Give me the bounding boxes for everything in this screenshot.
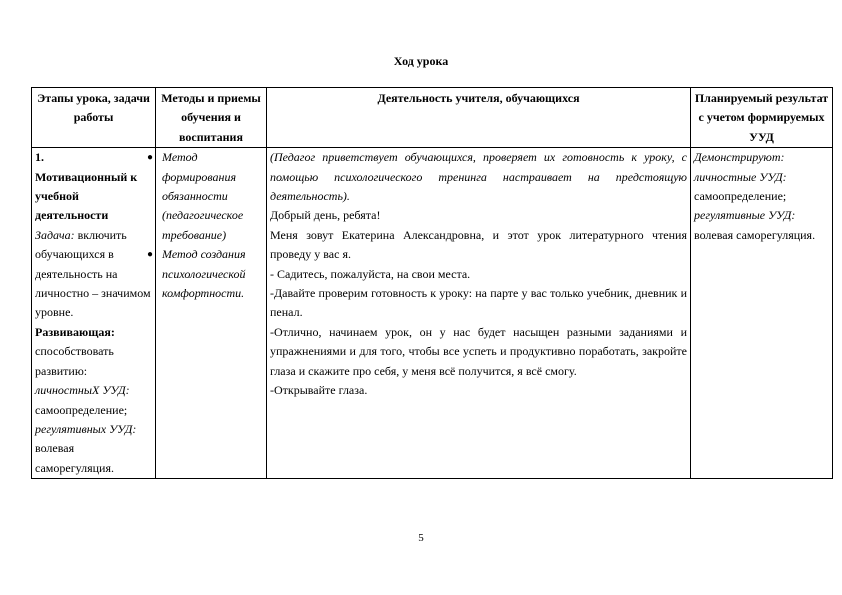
methods-list <box>147 148 263 303</box>
result-regulative-label: регулятивные УУД: <box>694 208 796 223</box>
result-regulative-text: волевая саморегуляция. <box>694 227 816 242</box>
header-result: Планируемый результат с учетом формируемых УУД <box>691 88 833 148</box>
lesson-table <box>31 87 833 479</box>
list-item <box>147 148 263 245</box>
activity-cell <box>267 148 691 479</box>
regulative-uud-label: регулятивных УУД: <box>35 421 137 436</box>
activity-line: Добрый день, ребята! <box>270 208 381 223</box>
stage-task <box>35 226 152 323</box>
method-text: Метод создания психологической комфортности. <box>162 247 246 301</box>
result-demo-label: Демонстрируют: <box>694 150 785 165</box>
result-personal-label: личностные УУД: <box>694 169 787 184</box>
bullet-icon: ● <box>147 152 154 164</box>
activity-note: (Педагог приветствует обучающихся, проверяет их готовность к уроку, с помощью психологического тренинга настраивает на предстоящую деятельность). <box>270 150 687 204</box>
methods-cell <box>147 148 267 479</box>
page-number: 5 <box>418 532 424 544</box>
regulative-uud <box>35 420 152 478</box>
activity-line: -Открывайте глаза. <box>270 383 368 398</box>
list-item <box>147 245 263 303</box>
activity-line: -Отлично, начинаем урок, он у нас будет насыщен разными заданиями и упражнениями и для того, чтобы все успеть и продуктивно поработать, закройте глаза и скажите про себя, у меня всё получится, я всё смогу. <box>270 324 687 378</box>
stage-number: 1. <box>35 150 44 165</box>
personal-uud-label: личностныХ УУД: <box>35 383 130 398</box>
activity-line: - Садитесь, пожалуйста, на свои места. <box>270 266 471 281</box>
result-cell <box>691 148 833 479</box>
activity-line: Меня зовут Екатерина Александровна, и этот урок литературного чтения проведу у вас я. <box>270 227 687 262</box>
developing-label: Развивающая: <box>35 324 115 339</box>
stage-cell <box>32 148 156 479</box>
header-activity: Деятельность учителя, обучающихся <box>267 88 691 148</box>
header-methods: Методы и приемы обучения и воспитания <box>156 88 267 148</box>
table-header-row <box>32 88 833 148</box>
document-title: Ход урока <box>393 54 449 68</box>
bullet-icon: ● <box>147 249 154 261</box>
regulative-uud-text: волевая саморегуляция. <box>35 441 114 475</box>
task-label: Задача: <box>35 227 75 242</box>
personal-uud-text: самоопределение; <box>35 402 128 417</box>
header-stage: Этапы урока, задачи работы <box>32 88 156 148</box>
stage-name: Мотивационный к учебной деятельности <box>35 169 138 223</box>
result-personal-text: самоопределение; <box>694 189 787 204</box>
developing-text: способствовать развитию: <box>35 344 114 378</box>
task-text: включить обучающихся в деятельность на личностно – значимом уровне. <box>35 227 151 320</box>
activity-line: -Давайте проверим готовность к уроку: на парте у вас только учебник, дневник и пенал. <box>270 286 687 320</box>
method-text: Метод формирования обязанности (педагогическое требование) <box>162 150 244 242</box>
table-row <box>32 148 833 479</box>
